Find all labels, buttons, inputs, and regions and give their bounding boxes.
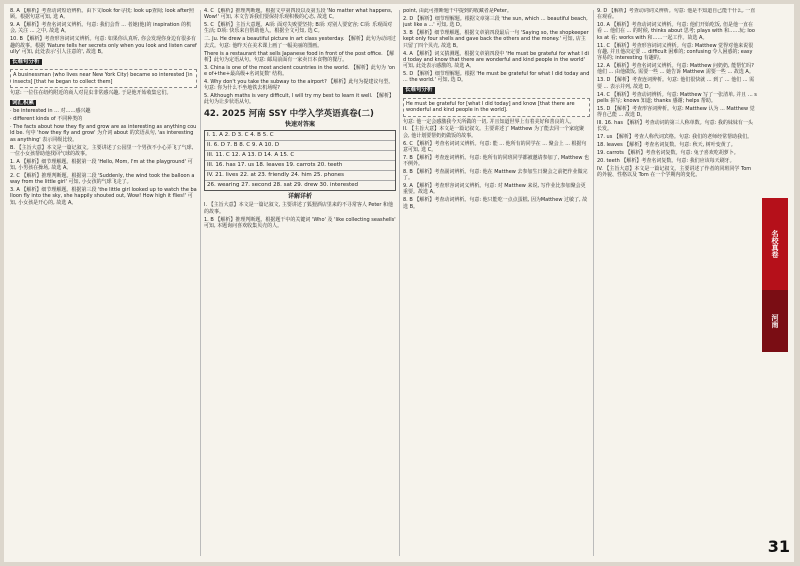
section-label: 长难句分析 bbox=[12, 58, 40, 65]
sentence-diagram bbox=[403, 98, 590, 117]
paragraph: point, 由此可推断题干中提到的收藏者是Peter。 bbox=[403, 8, 512, 14]
exam-title: 42. 2025 河南 SSY 中学入学英语真卷(二) bbox=[204, 108, 374, 119]
side-tab-region: 河南 bbox=[762, 290, 788, 352]
answer-key-page bbox=[4, 4, 794, 562]
paragraph: 2. D 【解析】细节理解题。根据文章第三段 'the sun, which ... beautiful beach, just like a ...' 可知, 选 D。 bbox=[403, 15, 588, 29]
diagram-sentence: He must be grateful for [what I did today] and know [that there are wonderful and kind people in the world]. bbox=[406, 100, 575, 114]
paragraph: 18. leaves 【解析】考查名词复数。句意: 秋天, 树叶变黄了。 bbox=[597, 141, 736, 148]
paragraph: 10. A 【解析】考查动词词义辨析。句意: 他们开始吃饭, 但是他一直在看 ... 他们在 ... 的时候, thinks about 思考; plays with 和……玩; looks at 看; works with 和……一起工作。故选 A。 bbox=[597, 22, 755, 41]
paragraph: IV. 【主旨大意】本文是一篇记叙文。主要讲述了作者的同班同学 Tom 的外貌、性格以及 Tom 在一个学期内的变化。 bbox=[597, 165, 752, 178]
paragraph: 2. C 【解析】推理判断题。根据第二段 'Suddenly, the wind took the balloon away from the little girl' 可知, 小女孩的气球飞走了。 bbox=[10, 172, 195, 186]
section-label: 词汇积累 bbox=[12, 100, 35, 107]
column-3 bbox=[403, 8, 590, 556]
paragraph: 19. carrots 【解析】考查名词复数。句意: 兔子喜欢吃胡萝卜。 bbox=[597, 149, 739, 156]
paragraph: B. 【主旨大意】本文是一篇记叙文。主要讲述了公园里一个男孩不小心弄飞了气球, 一位小女孩帮助他找回气球的故事。 bbox=[10, 144, 194, 157]
paragraph: 句意: 一位住在纽约附近的商人对昆虫非常感兴趣, 于是他开始收集它们。 bbox=[10, 90, 172, 97]
column-2 bbox=[204, 8, 396, 556]
paragraph: 20. teeth 【解析】考查名词复数。句意: 我们应该每天刷牙。 bbox=[597, 157, 735, 164]
paragraph: 4. A 【解析】词义猜测题。根据文章第四段中 'He must be grateful for what I did today and know that there are wonderful and kind people in the world' 可知, 此处表示感激的, 故选 A。 bbox=[403, 50, 589, 70]
detailed-explanation-heading: 详解详析 bbox=[287, 193, 312, 201]
paragraph: 17. us 【解析】考查人称代词宾格。句意: 我们的老师经常帮助我们。 bbox=[597, 134, 753, 141]
side-tab-label: 名校真卷 bbox=[762, 198, 788, 290]
paragraph: II. 【主旨大意】本文是一篇记叙文。主要讲述了 Matthew 为了能去同一个家庭聚会, 他计划要帮奶奶做饭的故事。 bbox=[403, 126, 584, 139]
side-index bbox=[762, 8, 788, 556]
diagram-sentence: A businessman (who lives near New York City) became so interested [in insects] [that he began to collect them] bbox=[13, 72, 193, 85]
paragraph: 13. D 【解析】考查连词辨析。句意: 他们很快就 ... 到了 ... 他们 ... 需要 ... 表示并列, 故选 D。 bbox=[597, 77, 755, 90]
column-divider bbox=[593, 10, 594, 556]
paragraph: 8. B 【解析】考查动词辨析。句意: 他只能吃一点点蛋糕, 因为Matthew 过敏了, 故选 B。 bbox=[403, 197, 588, 210]
page-number: 31 bbox=[767, 537, 790, 556]
paragraph: 11. C 【解析】考查形容词词义辨析。句意: Matthew 觉得对他来说很有趣, 并且他决定要 ... difficult 困难的; confusing 令人困惑的; easy 容易的; interesting 有趣的。 bbox=[597, 42, 754, 62]
paragraph: 15. D 【解析】考查形容词辨析。句意: Matthew 认为 ... Matthew 觉得自己能 ... 故选 D。 bbox=[597, 105, 755, 119]
column-1 bbox=[10, 8, 197, 556]
paragraph: 二. Ju. He drew a beautiful picture in art class yesterday. 【解析】此句为动词过去式。句意: 他昨天在美术课上画了一幅美丽的图画。 bbox=[204, 36, 396, 49]
paragraph: 3. A 【解析】细节理解题。根据第三段 'the little girl looked up to watch the balloon fly into the sky, she happily shouted out, Wow! How high it flies!' 可知, 小女孩是开心的, 故选 A。 bbox=[10, 187, 197, 206]
paragraph: 8. A 【解析】考查动词短语辨析。由下文look for寻找; look up查阅; look after照顾。根据句意可知, 选 A。 bbox=[10, 8, 194, 21]
vocab-item: · be interested in ... 对……感兴趣 bbox=[10, 108, 91, 115]
answer-row: II. 6. D 7. B 8. C 9. A 10. D bbox=[205, 140, 395, 150]
paragraph: 9. A 【解析】考查形容词词义辨析。句意: 对 Matthew 来说, 写作业比参加聚会更重要。故选 A。 bbox=[403, 183, 586, 196]
answer-row: III. 11. C 12. A 13. D 14. A 15. C bbox=[205, 150, 395, 160]
paragraph: 3. China is one of the most ancient countries in the world. 【解析】此句为 'one of+the+最高级+名词复数' 结构。 bbox=[204, 64, 396, 78]
answer-table bbox=[204, 130, 396, 191]
answer-row: III. 16. has 17. us 18. leaves 19. carrots 20. teeth bbox=[205, 160, 395, 170]
paragraph: 5. D 【解析】细节理解题。根据 'He must be grateful for what I did today and ... the world.' 可知, 选 D。 bbox=[403, 71, 590, 84]
answer-row: IV. 21. lives 22. at 23. friendly 24. him 25. phones bbox=[205, 170, 395, 180]
paragraph: 3. B 【解析】细节理解题。根据文章第四段最后一句 'Saying so, the shopkeeper kept only four shells and gave back the others and the money.' 可知, 店主只留了四个贝壳, 故选 B。 bbox=[403, 30, 589, 49]
paragraph: III. 16. has 【解析】考查动词的第三人称单数。句意: 我的妹妹有一头长发。 bbox=[597, 119, 753, 133]
paragraph: 4. C 【解析】推理判断题。根据文中第四段以及第五段 'No matter what happens, Wow!' 可知, 本文告诉我们要保持乐观积极的心态, 故选 C。 bbox=[204, 8, 393, 21]
paragraph: 7. B 【解析】考查连词辨析。句意: 他所有的同班同学都被邀请参加了, Matthew 也不例外。 bbox=[403, 154, 590, 168]
paragraph: 9. D 【解析】考查动词词义辨析。句意: 他是不知道自己能干什么, 一直在观看。 bbox=[597, 8, 756, 21]
paragraph: 5. C 【解析】主旨大意题。A项: 面对失败要坚持; B项: 对别人要宽容; C项: 乐观面对生活; D项: 快乐来自帮助他人。根据全文可知, 选 C。 bbox=[204, 22, 393, 35]
paragraph: I. 【主旨大意】本文是一篇记叙文, 主要讲述了狐狸酒店里来的不寻常客人 Peter 和他的故事。 bbox=[204, 202, 394, 215]
paragraph: · The facts about how they fly and grow are as interesting as anything could be. 句中 'how they fly and grow' 为介词 about 的宾语从句, 'as interesting as anything' 表示同级比较。 bbox=[10, 124, 197, 143]
paragraph: 1. A 【解析】细节理解题。根据第一段 'Hello, Mom, I'm at the playground' 可知, 小男孩在操场, 故选 A。 bbox=[10, 158, 193, 172]
sentence-diagram bbox=[10, 69, 197, 88]
paragraph: 5. Although maths is very difficult, I will try my best to learn it well. 【解析】此句为让步状语从句。 bbox=[204, 93, 395, 106]
paragraph: 12. A 【解析】考查名词词义辨析。句意: Matthew 问奶奶, 能帮忙吗? 他们 ... 由他做饭, 需要一些 ... 她告诉 Matthew 需要一些 ... 故选 A。 bbox=[597, 63, 754, 76]
column-4 bbox=[597, 8, 757, 556]
answer-row: 26. wearing 27. second 28. sat 29. drew 30. interested bbox=[205, 180, 395, 190]
section-label: 长难句分析 bbox=[405, 87, 433, 94]
paragraph: 10. B 【解析】考查形容词词义辨析。句意: 如果你认真听, 你会发现你身边有很多有趣的故事。根据 'Nature tells her secrets only when you look and listen carefully' 可知, 此处表示'引人注意的', 故选 B。 bbox=[10, 36, 197, 55]
paragraph: 1. B 【解析】推理判断题。根据题干中的关键词 'Who' 及 'like collecting seashells' 可知, 本题询问喜欢收集贝壳的人。 bbox=[204, 216, 396, 229]
quick-answer-heading: 快速对答案 bbox=[284, 120, 315, 128]
paragraph: 9. A 【解析】考查名词词义辨析。句意: 我们会背 ... 者她(他)的 inspiration 的机会, 关注 ... 之中, 故选 A。 bbox=[10, 22, 192, 35]
paragraph: There is a restaurant that sells Japanese food in front of the post office. 【解析】此句为定语从句。句意: 邮局前面有一家卖日本食物的餐厅。 bbox=[204, 50, 395, 63]
column-divider bbox=[200, 10, 201, 556]
answer-row: I. 1. A 2. D 3. C 4. B 5. C bbox=[207, 132, 274, 139]
paragraph: 8. B 【解析】考查副词辨析。句意: 他在 Matthew 去参加生日聚会之前把作业做完了。 bbox=[403, 168, 588, 182]
paragraph: 14. C 【解析】考查动词辨析。句意: Matthew 写了一张清单, 并且 ... spells 拼写; knows 知道; thanks 感谢; helps 帮助。 bbox=[597, 91, 757, 104]
paragraph: 句意: 他一定会感激我今天所做的一切, 并且知道世界上有着美好和善良的人。 bbox=[403, 118, 575, 125]
vocab-item: · different kinds of 不同种类的 bbox=[10, 116, 83, 123]
paragraph: 6. C 【解析】考查名词词义辨析。句意: 能 ... 他所有的同学在 ... 聚会上 ... 根据句意可知, 选 C。 bbox=[403, 140, 587, 153]
column-divider bbox=[399, 10, 400, 556]
paragraph: 4. Why don't you take the subway to the airport? 【解析】此句为提建议句型。句意: 你为什么不坐地铁去机场呢? bbox=[204, 78, 394, 92]
